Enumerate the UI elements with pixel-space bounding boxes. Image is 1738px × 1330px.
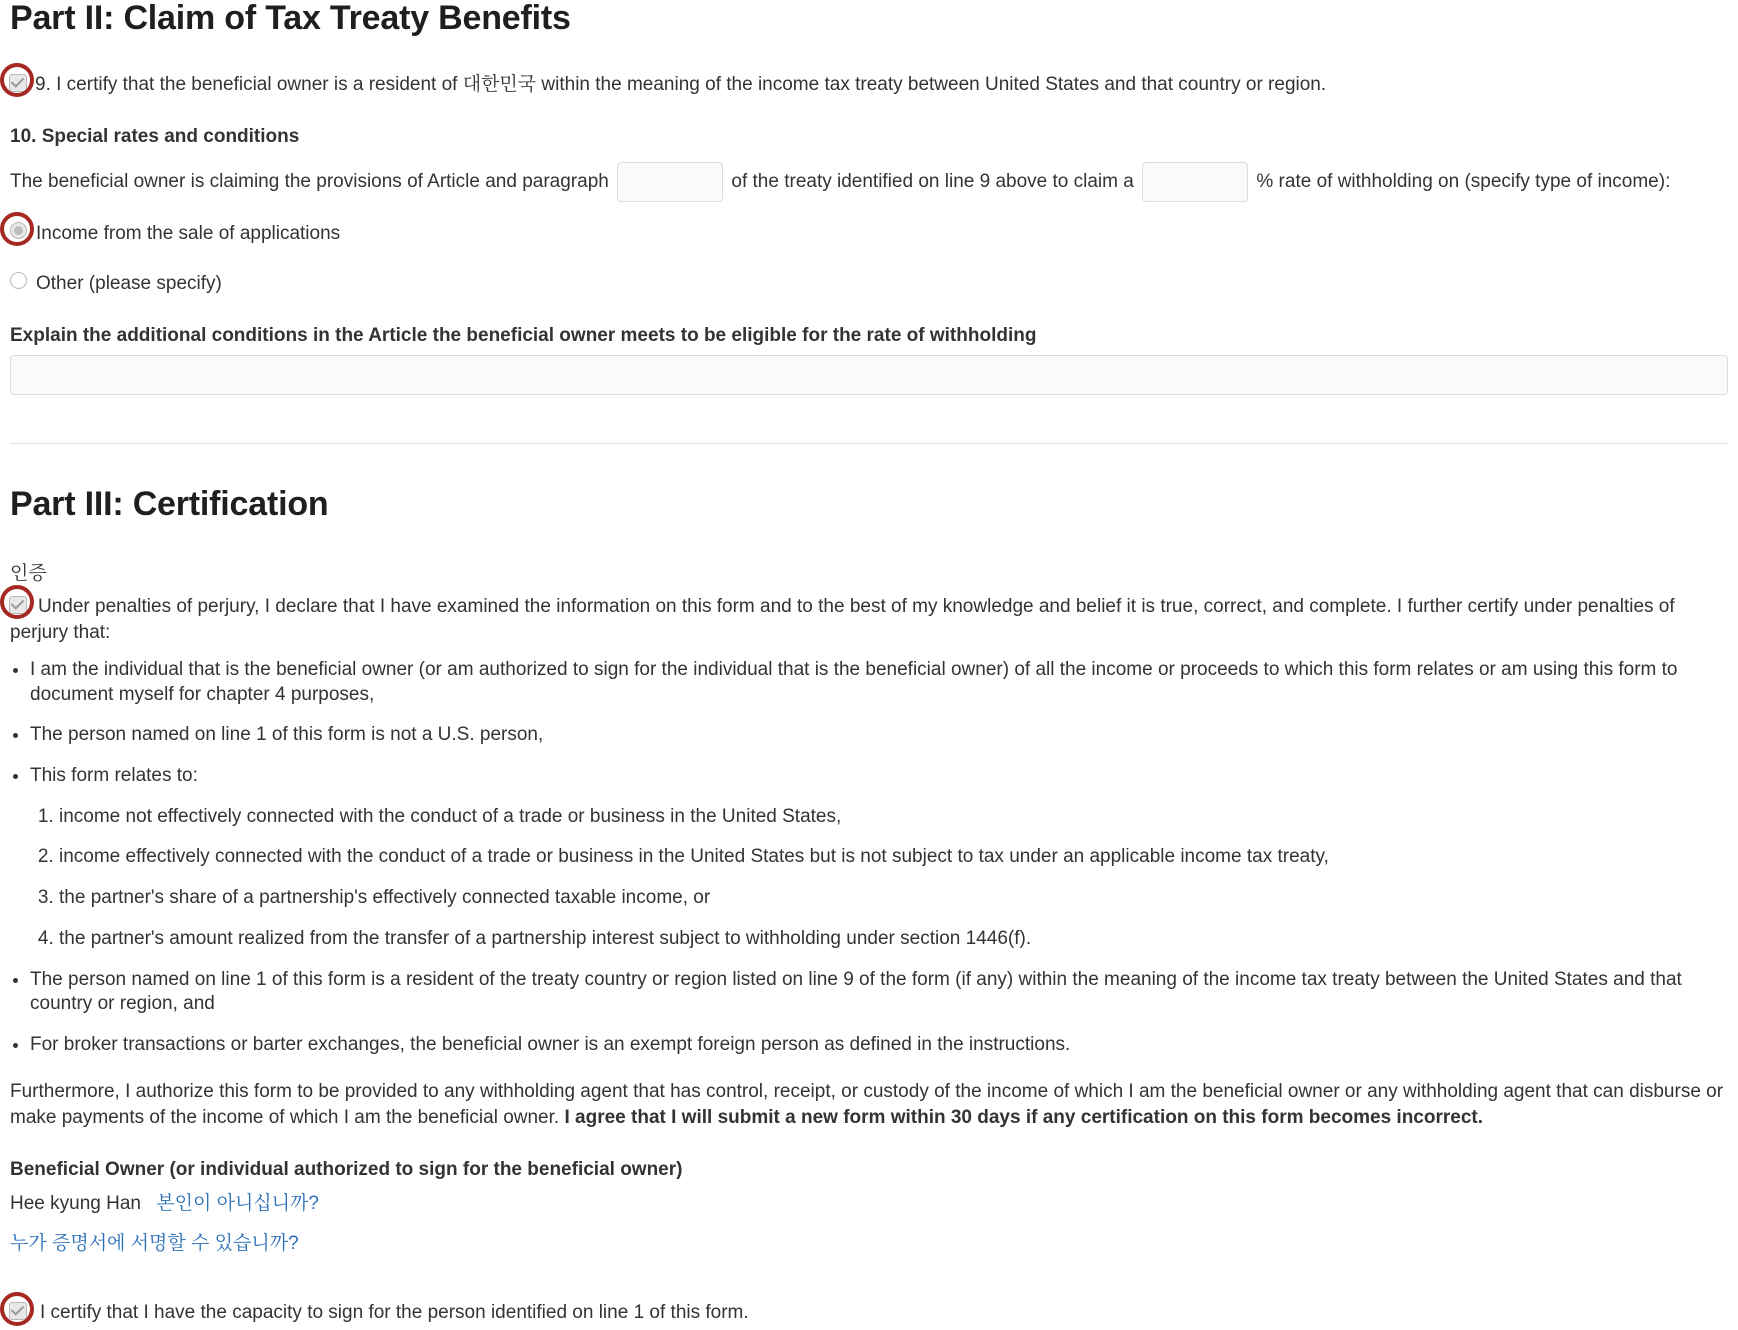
part2-title: Part II: Claim of Tax Treaty Benefits [10, 0, 571, 37]
certification-list [10, 658, 1728, 1074]
relates-to-label: This form relates to: [30, 765, 198, 787]
highlight-ring [0, 212, 34, 246]
list-item: 4. the partner's amount realized from the transfer of a partnership interest subject to withholding under section 1446(f). [59, 927, 1728, 952]
agree-text: I agree that I will submit a new form within 30 days if any certification on this form becomes incorrect. [564, 1106, 1484, 1128]
claim-text-c: % rate of withholding on (specify type of income): [1256, 171, 1671, 193]
certification-subtitle: 인증 [10, 563, 47, 584]
list-item: • For broker transactions or barter exchanges, the beneficial owner is an exempt foreign person as defined in the instructions. [30, 1033, 1728, 1058]
part3-title: Part III: Certification [10, 485, 329, 523]
owner-row [10, 1191, 319, 1217]
other-label: Other (please specify) [36, 273, 222, 294]
claim-text-a: The beneficial owner is claiming the provisions of Article and paragraph [10, 171, 609, 193]
furthermore-text: Furthermore, I authorize this form to be provided to any withholding agent that has control, receipt, or custody of the income of which I am the beneficial owner or any withholding agent that can disburse or make payments of the income of which I am the beneficial owner. [10, 1081, 1724, 1128]
income-sale-label: Income from the sale of applications [36, 223, 341, 244]
list-item: • The person named on line 1 of this form is a resident of the treaty country or region listed on line 9 of the form (if any) within the meaning of the income tax treaty between the United States and that country or region, and [30, 968, 1728, 1017]
section-divider [10, 443, 1728, 444]
list-item: 3. the partner's share of a partnership's effectively connected taxable income, or [59, 886, 1728, 911]
owner-label: Beneficial Owner (or individual authorized to sign for the beneficial owner) [10, 1159, 683, 1180]
line9-text: 9. I certify that the beneficial owner is a resident of 대한민국 within the meaning of the income tax treaty between United States and that country or region. [35, 74, 1327, 95]
list-item: • I am the individual that is the beneficial owner (or am authorized to sign for the individual that is the beneficial owner) of all the income or proceeds to which this form relates or am using this form to document myself for chapter 4 purposes, [30, 658, 1728, 707]
owner-name: Hee kyung Han [10, 1193, 141, 1214]
other-radio[interactable] [10, 272, 27, 290]
article-paragraph-input[interactable] [617, 162, 723, 202]
highlight-ring [0, 1292, 34, 1326]
explain-label: Explain the additional conditions in the Article the beneficial owner meets to be eligible for the rate of withholding [10, 325, 1037, 346]
special-rates-row [10, 162, 1670, 202]
explain-conditions-input[interactable] [10, 355, 1728, 395]
list-item: 2. income effectively connected with the conduct of a trade or business in the United States but is not subject to tax under an applicable income tax treaty, [59, 845, 1728, 870]
list-item: • The person named on line 1 of this form is not a U.S. person, [30, 723, 1728, 748]
claim-text-b: of the treaty identified on line 9 above to claim a [731, 171, 1134, 193]
perjury-text: Under penalties of perjury, I declare that I have examined the information on this form and to the best of my knowledge and belief it is true, correct, and complete. I further certify under penalties of perjury that: [10, 596, 1675, 643]
withholding-rate-input[interactable] [1142, 162, 1248, 202]
list-item: 1. income not effectively connected with the conduct of a trade or business in the United States, [59, 805, 1728, 830]
list-item [30, 764, 1728, 951]
furthermore-paragraph [10, 1079, 1728, 1130]
line10-heading: 10. Special rates and conditions [10, 126, 300, 147]
relates-to-list [30, 805, 1728, 952]
highlight-ring [0, 63, 34, 97]
not-you-link[interactable]: 본인이 아니십니까? [156, 1193, 319, 1214]
who-can-sign-link[interactable]: 누가 증명서에 서명할 수 있습니까? [10, 1233, 299, 1254]
capacity-text: I certify that I have the capacity to sign for the person identified on line 1 of this form. [40, 1302, 749, 1323]
